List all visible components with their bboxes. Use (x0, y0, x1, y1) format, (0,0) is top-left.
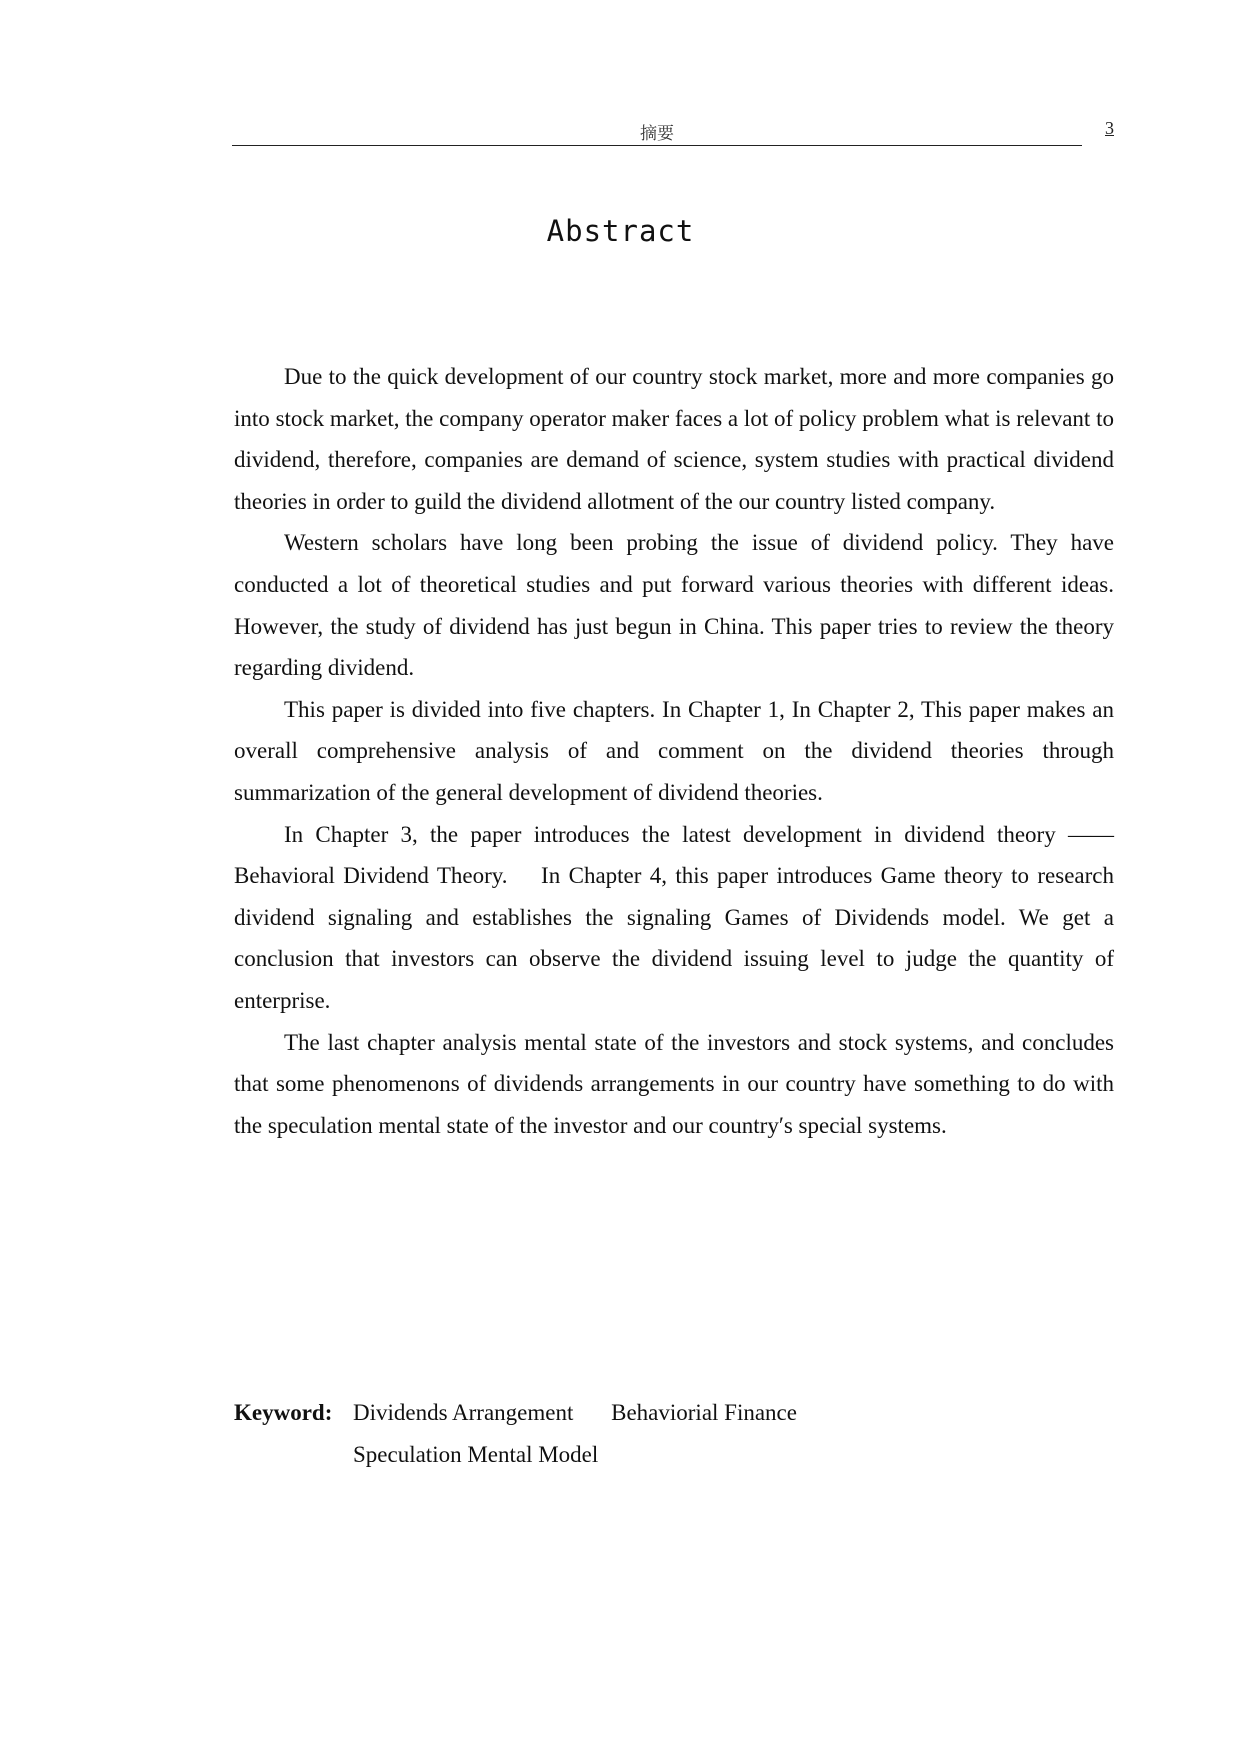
keywords-list (353, 1392, 1093, 1475)
abstract-body (234, 356, 1120, 1146)
abstract-paragraph: In Chapter 3, the paper introduces the latest development in dividend theory —— Behavioral Dividend Theory. In Chapter 4, this paper introduces Game theory to research dividend signaling and establishes the signaling Games of Dividends model. We get a conclusion that investors can observe the dividend issuing level to judge the quantity of enterprise. (234, 821, 1120, 1013)
keyword-item: Dividends Arrangement (353, 1400, 574, 1425)
abstract-title: Abstract (546, 214, 695, 248)
header-title: 摘要 (640, 124, 674, 144)
abstract-paragraph: The last chapter analysis mental state of the investors and stock systems, and concludes that some phenomenons of dividends arrangements in our country have something to do with the speculation mental state of the investor and our country′s special systems. (234, 1029, 1114, 1138)
abstract-paragraph: This paper is divided into five chapters. In Chapter 1, In Chapter 2, This paper makes an overall comprehensive analysis of and comment on the dividend theories through summarization of the general development of dividend theories. (234, 696, 1114, 805)
keyword-item: Speculation Mental Model (353, 1441, 599, 1467)
keyword-item: Behaviorial Finance (611, 1400, 797, 1425)
page-number: 3 (1105, 118, 1114, 138)
keywords-label: Keyword: (234, 1400, 333, 1425)
abstract-paragraph: Due to the quick development of our country stock market, more and more companies go into stock market, the company operator maker faces a lot of policy problem what is relevant to dividend, therefore, companies are demand of science, system studies with practical dividend theories in order to guild the dividend allotment of the our country listed company. (234, 364, 1114, 514)
abstract-paragraph: Western scholars have long been probing the issue of dividend policy. They have conducted a lot of theoretical studies and put forward various theories with different ideas. However, the study of dividend has just begun in China. This paper tries to review the theory regarding dividend. (234, 530, 1114, 681)
page-header (232, 117, 1082, 146)
